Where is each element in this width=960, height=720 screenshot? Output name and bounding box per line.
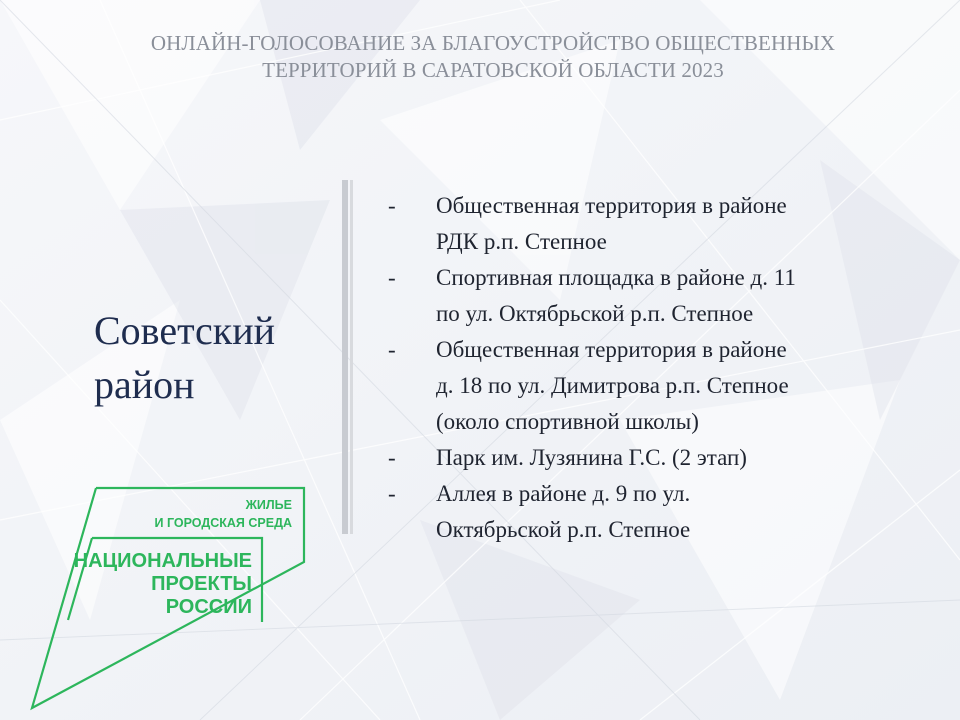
list-marker: - <box>388 337 396 362</box>
list-item <box>384 260 924 332</box>
list-item-line: (около спортивной школы) <box>436 409 699 434</box>
district-line-1: Советский <box>94 308 276 353</box>
logo-main-line-2: ПРОЕКТЫ <box>151 573 252 595</box>
list-item <box>384 440 924 476</box>
list-item-line: Спортивная площадка в районе д. 11 <box>436 265 796 290</box>
list-item-line: РДК р.п. Степное <box>436 229 607 254</box>
list-item-line: Аллея в районе д. 9 по ул. <box>436 481 691 506</box>
list-marker: - <box>388 481 396 506</box>
territory-list <box>384 188 924 548</box>
logo-top-line-2: И ГОРОДСКАЯ СРЕДА <box>154 516 292 530</box>
list-marker: - <box>388 445 396 470</box>
list-item-line: по ул. Октябрьской р.п. Степное <box>436 301 754 326</box>
district-line-2: район <box>94 362 195 407</box>
list-item-line: Парк им. Лузянина Г.С. (2 этап) <box>436 445 747 470</box>
logo-main-line-1: НАЦИОНАЛЬНЫЕ <box>73 550 252 572</box>
page-header <box>60 30 926 84</box>
header-line-1: ОНЛАЙН-ГОЛОСОВАНИЕ ЗА БЛАГОУСТРОЙСТВО ОБЩЕСТВЕННЫХ <box>150 31 836 55</box>
list-marker: - <box>388 265 396 290</box>
logo-top-line-1: ЖИЛЬЕ <box>245 498 292 512</box>
district-title <box>94 304 275 412</box>
list-item <box>384 476 924 548</box>
list-item-line: Октябрьской р.п. Степное <box>436 517 691 542</box>
list-item-line: Общественная территория в районе <box>436 337 787 362</box>
list-item <box>384 332 924 440</box>
national-projects-logo <box>28 482 318 712</box>
list-marker: - <box>388 193 396 218</box>
list-item-line: Общественная территория в районе <box>436 193 787 218</box>
list-item-line: д. 18 по ул. Димитрова р.п. Степное <box>436 373 789 398</box>
logo-main-line-3: РОССИИ <box>165 596 252 618</box>
vertical-divider <box>342 180 356 534</box>
header-line-2: ТЕРРИТОРИЙ В САРАТОВСКОЙ ОБЛАСТИ 2023 <box>262 58 724 82</box>
list-item <box>384 188 924 260</box>
